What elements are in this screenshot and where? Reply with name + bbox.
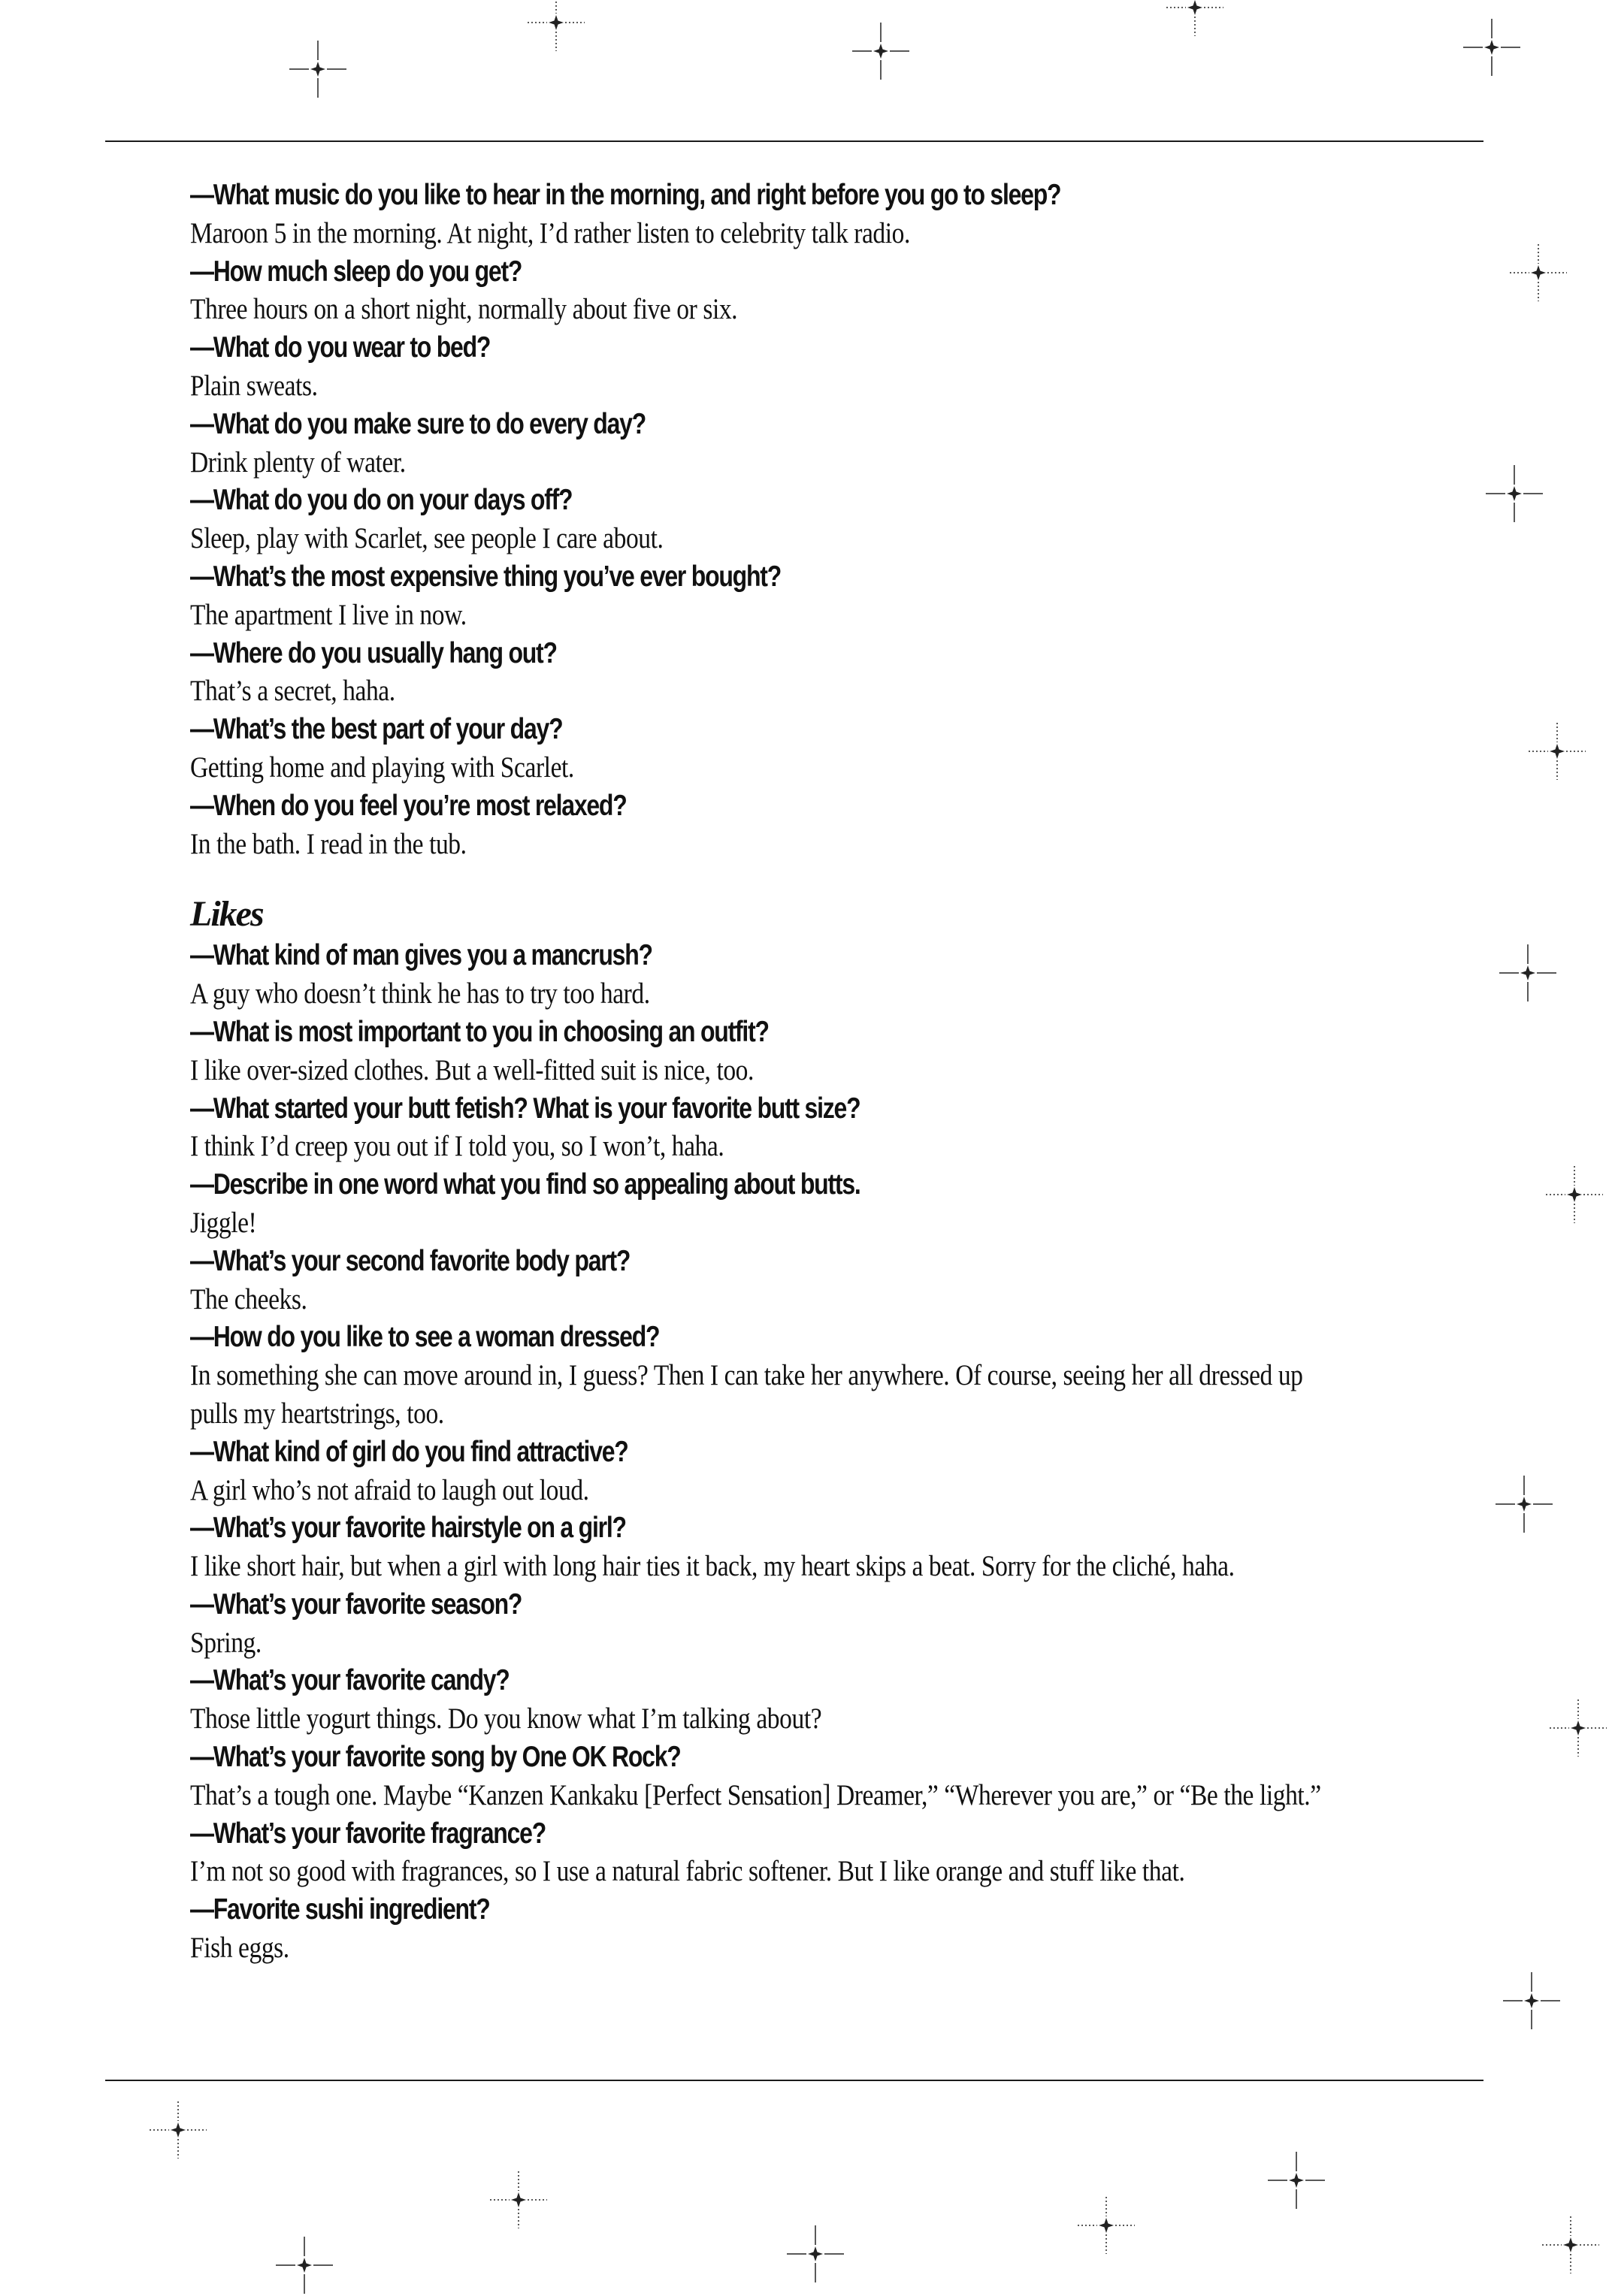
sparkle-icon [1508, 243, 1568, 303]
footer-rule [105, 2080, 1483, 2081]
question: —What’s your second favorite body part? [190, 1244, 631, 1277]
answer: A guy who doesn’t think he has to try too hard. [190, 977, 650, 1011]
sparkle-icon [1548, 1698, 1608, 1758]
question: —What is most important to you in choosing an outfit? [190, 1015, 769, 1048]
sparkle-icon [1527, 721, 1587, 781]
sparkle-icon [148, 2100, 208, 2160]
answer: A girl who’s not afraid to laugh out loud. [190, 1473, 589, 1506]
question: —What do you do on your days off? [190, 484, 573, 517]
question: —Where do you usually hang out? [190, 636, 557, 669]
sparkle-icon [785, 2224, 845, 2284]
question: —What’s your favorite fragrance? [190, 1817, 546, 1850]
answer: I think I’d creep you out if I told you, so I won’t, haha. [190, 1130, 724, 1163]
answer: I like short hair, but when a girl with long hair ties it back, my heart skips a beat. Sorry for the cliché, haha. [190, 1550, 1235, 1583]
sparkle-icon [1494, 1474, 1554, 1534]
question: —What’s the best part of your day? [190, 713, 563, 746]
question: —What music do you like to hear in the morning, and right before you go to sleep? [190, 179, 1061, 211]
sparkle-icon [1498, 943, 1558, 1003]
question: —Describe in one word what you find so appealing about butts. [190, 1168, 860, 1201]
answer: Three hours on a short night, normally about five or six. [190, 293, 738, 326]
sparkle-icon [1076, 2195, 1136, 2255]
sparkle-icon [1462, 17, 1522, 77]
question: —What do you make sure to do every day? [190, 407, 646, 440]
sparkle-icon [1484, 464, 1544, 524]
interview-content [190, 177, 1468, 1968]
answer: I like over-sized clothes. But a well-fitted suit is nice, too. [190, 1053, 754, 1086]
sparkle-icon [526, 0, 586, 53]
question: —How do you like to see a woman dressed? [190, 1321, 660, 1354]
sparkle-icon [488, 2170, 549, 2230]
answer: Getting home and playing with Scarlet. [190, 751, 574, 784]
question: —What’s your favorite hairstyle on a girl? [190, 1512, 626, 1545]
sparkle-icon [1544, 1165, 1604, 1225]
question: —What kind of man gives you a mancrush? [190, 939, 652, 972]
question: —What do you wear to bed? [190, 331, 491, 364]
answer: In the bath. I read in the tub. [190, 827, 467, 860]
sparkle-icon [851, 21, 911, 81]
question: —What’s your favorite song by One OK Rock? [190, 1741, 681, 1774]
answer: Plain sweats. [190, 369, 318, 402]
answer: Maroon 5 in the morning. At night, I’d rather listen to celebrity talk radio. [190, 216, 910, 249]
answer: In something she can move around in, I guess? Then I can take her anywhere. Of course, seeing her all dressed up [190, 1359, 1303, 1392]
answer: Spring. [190, 1626, 262, 1659]
question: —How much sleep do you get? [190, 255, 522, 288]
answer: Jiggle! [190, 1206, 257, 1239]
answer: Fish eggs. [190, 1932, 289, 1965]
answer: That’s a tough one. Maybe “Kanzen Kankaku [Perfect Sensation] Dreamer,” “Wherever you are,” or “Be the light.” [190, 1778, 1321, 1811]
header-rule [105, 140, 1483, 142]
answer: pulls my heartstrings, too. [190, 1397, 444, 1430]
answer: Drink plenty of water. [190, 446, 406, 479]
sparkle-icon [1165, 0, 1225, 38]
answer: Those little yogurt things. Do you know what I’m talking about? [190, 1702, 822, 1736]
answer: The cheeks. [190, 1282, 307, 1316]
question: —What’s your favorite candy? [190, 1664, 510, 1697]
answer: I’m not so good with fragrances, so I use a natural fabric softener. But I like orange and stuff like that. [190, 1855, 1185, 1888]
sparkle-icon [1502, 1971, 1562, 2031]
sparkle-icon [274, 2235, 334, 2295]
question: —What started your butt fetish? What is your favorite butt size? [190, 1092, 860, 1125]
question: —What’s the most expensive thing you’ve ever bought? [190, 560, 782, 593]
section-title: Likes [190, 894, 263, 935]
answer: Sleep, play with Scarlet, see people I care about. [190, 522, 664, 555]
question: —Favorite sushi ingredient? [190, 1893, 490, 1926]
sparkle-icon [288, 39, 348, 99]
question: —When do you feel you’re most relaxed? [190, 789, 627, 822]
sparkle-icon [1541, 2215, 1601, 2275]
sparkle-icon [1266, 2150, 1326, 2210]
question: —What kind of girl do you find attractive? [190, 1435, 628, 1468]
question: —What’s your favorite season? [190, 1588, 522, 1621]
answer: The apartment I live in now. [190, 598, 467, 631]
answer: That’s a secret, haha. [190, 675, 395, 708]
